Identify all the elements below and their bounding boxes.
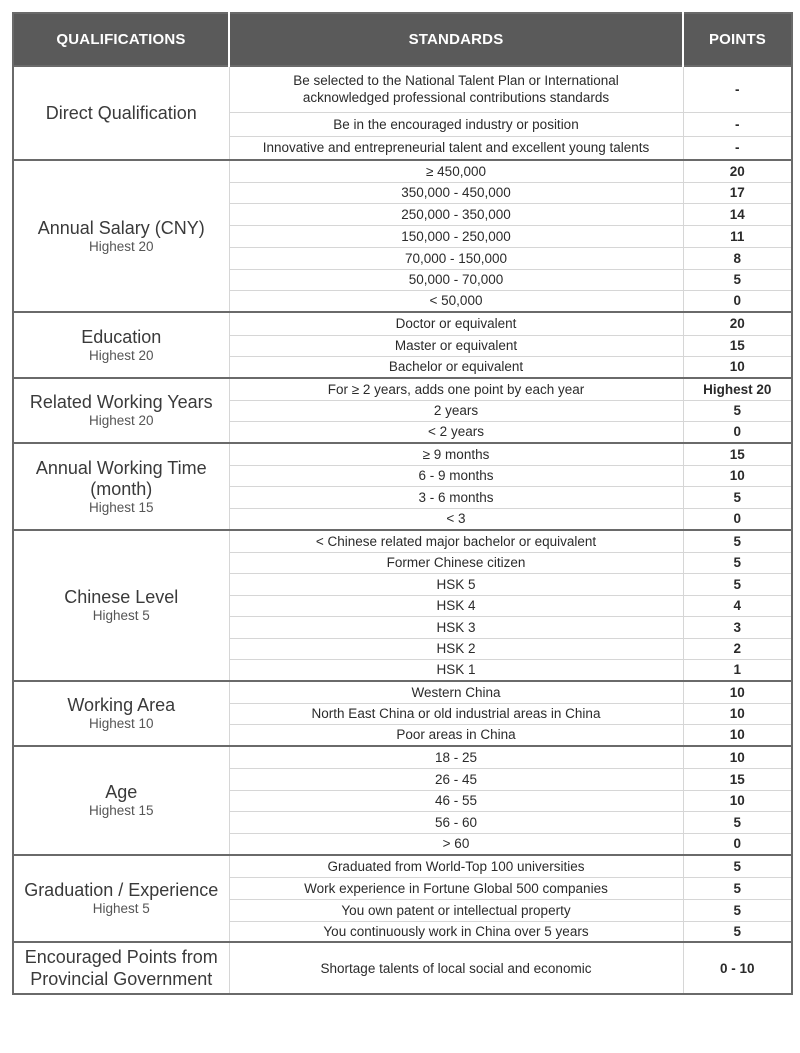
qualification-limit: Highest 5 bbox=[92, 608, 150, 623]
points-cell: 0 bbox=[683, 421, 792, 443]
standard-cell: HSK 1 bbox=[229, 659, 683, 681]
standard-cell: For ≥ 2 years, adds one point by each year bbox=[229, 378, 683, 400]
table-row bbox=[13, 681, 792, 703]
points-cell: 10 bbox=[683, 724, 792, 746]
standard-cell: < 50,000 bbox=[229, 290, 683, 312]
points-cell: 5 bbox=[683, 530, 792, 552]
points-cell: 5 bbox=[683, 552, 792, 573]
qualification-name: Chinese Level bbox=[64, 587, 179, 607]
points-cell: 14 bbox=[683, 203, 792, 225]
standard-cell: 150,000 - 250,000 bbox=[229, 225, 683, 247]
standard-cell: Shortage talents of local social and economic bbox=[229, 942, 683, 994]
qualification-limit: Highest 5 bbox=[92, 901, 150, 916]
qualification-limit: Highest 15 bbox=[88, 499, 154, 515]
standard-cell: North East China or old industrial areas in China bbox=[229, 703, 683, 724]
points-cell: 20 bbox=[683, 312, 792, 335]
standard-cell: Former Chinese citizen bbox=[229, 552, 683, 573]
points-cell: 10 bbox=[683, 746, 792, 768]
table-row bbox=[13, 942, 792, 994]
table-body bbox=[13, 66, 792, 994]
table-row bbox=[13, 746, 792, 768]
points-cell: 1 bbox=[683, 659, 792, 681]
standard-cell: < 3 bbox=[229, 508, 683, 530]
standard-cell: Bachelor or equivalent bbox=[229, 356, 683, 378]
points-cell: 5 bbox=[683, 899, 792, 921]
standard-cell: Be selected to the National Talent Plan or International acknowledged professional contributions standards bbox=[229, 66, 683, 112]
points-cell: 10 bbox=[683, 356, 792, 378]
qualification-name: Age bbox=[105, 782, 138, 802]
qualifications-header: QUALIFICATIONS bbox=[13, 13, 229, 66]
standard-cell: > 60 bbox=[229, 833, 683, 855]
points-cell: 5 bbox=[683, 269, 792, 290]
standard-cell: Innovative and entrepreneurial talent and excellent young talents bbox=[229, 136, 683, 160]
points-table bbox=[12, 12, 793, 995]
points-cell: 5 bbox=[683, 921, 792, 942]
qualification-name: Related Working Years bbox=[29, 392, 213, 412]
qualification-limit: Highest 20 bbox=[88, 238, 154, 254]
standard-cell: Doctor or equivalent bbox=[229, 312, 683, 335]
standard-cell: HSK 2 bbox=[229, 638, 683, 659]
standard-cell: HSK 5 bbox=[229, 573, 683, 595]
qualification-limit: Highest 15 bbox=[88, 803, 154, 818]
standard-cell: 26 - 45 bbox=[229, 768, 683, 790]
table-row bbox=[13, 443, 792, 465]
qualification-cell bbox=[13, 160, 229, 312]
points-cell: 5 bbox=[683, 573, 792, 595]
standards-header: STANDARDS bbox=[229, 13, 683, 66]
points-cell: 10 bbox=[683, 681, 792, 703]
points-cell: 0 bbox=[683, 290, 792, 312]
points-cell: 2 bbox=[683, 638, 792, 659]
points-cell: 5 bbox=[683, 811, 792, 833]
points-cell: 15 bbox=[683, 768, 792, 790]
standard-cell: Poor areas in China bbox=[229, 724, 683, 746]
points-cell: 5 bbox=[683, 400, 792, 421]
points-cell: 0 bbox=[683, 508, 792, 530]
table-row bbox=[13, 530, 792, 552]
qualification-cell bbox=[13, 746, 229, 855]
qualification-cell bbox=[13, 443, 229, 530]
standard-cell: 6 - 9 months bbox=[229, 465, 683, 486]
points-cell: 3 bbox=[683, 616, 792, 638]
qualification-limit: Highest 10 bbox=[88, 716, 154, 731]
points-cell: - bbox=[683, 112, 792, 136]
standard-cell: You continuously work in China over 5 years bbox=[229, 921, 683, 942]
qualification-name: Encouraged Points from Provincial Government bbox=[24, 947, 218, 989]
points-cell: - bbox=[683, 136, 792, 160]
qualification-cell bbox=[13, 530, 229, 681]
qualification-name: Graduation / Experience bbox=[24, 880, 219, 900]
points-cell: 0 - 10 bbox=[683, 942, 792, 994]
table-row bbox=[13, 160, 792, 182]
standard-cell: 18 - 25 bbox=[229, 746, 683, 768]
qualification-limit: Highest 20 bbox=[88, 347, 154, 363]
standard-cell: You own patent or intellectual property bbox=[229, 899, 683, 921]
points-cell: Highest 20 bbox=[683, 378, 792, 400]
standard-cell: 350,000 - 450,000 bbox=[229, 182, 683, 203]
standard-cell: ≥ 9 months bbox=[229, 443, 683, 465]
standard-cell: 50,000 - 70,000 bbox=[229, 269, 683, 290]
standard-cell: < Chinese related major bachelor or equivalent bbox=[229, 530, 683, 552]
qualification-cell bbox=[13, 312, 229, 378]
points-cell: 4 bbox=[683, 595, 792, 616]
standard-cell: 2 years bbox=[229, 400, 683, 421]
header-row bbox=[13, 13, 792, 66]
standard-cell: Be in the encouraged industry or position bbox=[229, 112, 683, 136]
qualification-name: Working Area bbox=[67, 695, 176, 715]
points-cell: 0 bbox=[683, 833, 792, 855]
qualification-name: Annual Salary (CNY) bbox=[37, 217, 205, 238]
standard-cell: HSK 3 bbox=[229, 616, 683, 638]
qualification-cell bbox=[13, 942, 229, 994]
points-cell: 5 bbox=[683, 486, 792, 508]
points-cell: 20 bbox=[683, 160, 792, 182]
standard-cell: Work experience in Fortune Global 500 companies bbox=[229, 877, 683, 899]
qualification-name: Direct Qualification bbox=[45, 102, 197, 123]
standard-cell: Master or equivalent bbox=[229, 335, 683, 356]
points-cell: 11 bbox=[683, 225, 792, 247]
points-cell: 10 bbox=[683, 790, 792, 811]
standard-cell: 250,000 - 350,000 bbox=[229, 203, 683, 225]
points-cell: 5 bbox=[683, 855, 792, 877]
points-cell: - bbox=[683, 66, 792, 112]
points-cell: 17 bbox=[683, 182, 792, 203]
table-row bbox=[13, 378, 792, 400]
standard-cell: 3 - 6 months bbox=[229, 486, 683, 508]
points-header: POINTS bbox=[683, 13, 792, 66]
points-cell: 10 bbox=[683, 703, 792, 724]
qualification-name: Education bbox=[81, 326, 162, 347]
table-row bbox=[13, 312, 792, 335]
standard-cell: 70,000 - 150,000 bbox=[229, 247, 683, 269]
table-row bbox=[13, 855, 792, 877]
standard-cell: ≥ 450,000 bbox=[229, 160, 683, 182]
qualification-cell bbox=[13, 681, 229, 746]
points-cell: 10 bbox=[683, 465, 792, 486]
points-cell: 5 bbox=[683, 877, 792, 899]
points-cell: 15 bbox=[683, 443, 792, 465]
qualification-cell bbox=[13, 378, 229, 443]
qualification-name: Annual Working Time (month) bbox=[35, 457, 207, 499]
qualification-limit: Highest 20 bbox=[88, 413, 154, 428]
standard-cell: 46 - 55 bbox=[229, 790, 683, 811]
table-row bbox=[13, 66, 792, 112]
qualification-cell bbox=[13, 66, 229, 160]
standard-cell: HSK 4 bbox=[229, 595, 683, 616]
standard-cell: Graduated from World-Top 100 universities bbox=[229, 855, 683, 877]
standard-cell: 56 - 60 bbox=[229, 811, 683, 833]
standard-cell: < 2 years bbox=[229, 421, 683, 443]
points-cell: 15 bbox=[683, 335, 792, 356]
qualification-cell bbox=[13, 855, 229, 942]
standard-cell: Western China bbox=[229, 681, 683, 703]
points-cell: 8 bbox=[683, 247, 792, 269]
